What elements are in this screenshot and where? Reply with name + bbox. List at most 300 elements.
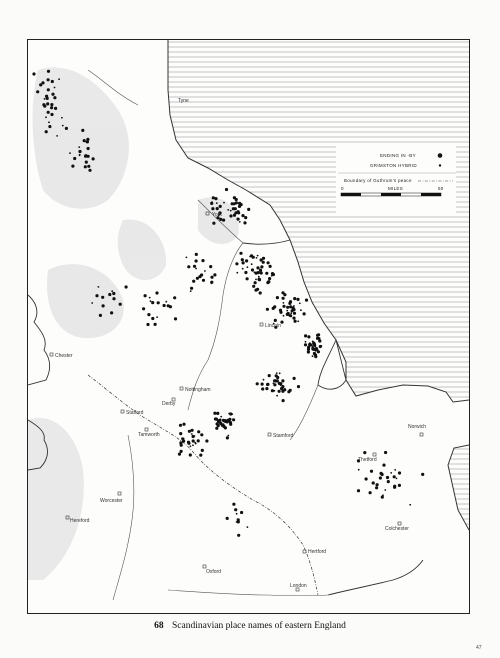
by-place-dot — [384, 451, 387, 454]
london-marker — [290, 583, 307, 591]
by-place-dot — [274, 379, 277, 382]
by-place-dot — [246, 277, 249, 280]
by-place-dot — [252, 256, 255, 259]
by-place-dot — [53, 96, 56, 99]
legend-scale-start: 0 — [341, 186, 344, 191]
grimston-dot — [229, 421, 231, 423]
by-place-dot — [151, 317, 154, 320]
legend-by-label: ENDING IN -BY — [380, 153, 416, 158]
by-place-dot — [189, 453, 192, 456]
by-place-dot — [201, 259, 204, 262]
grimston-dot — [61, 117, 63, 119]
by-place-dot — [85, 161, 88, 164]
east-anglia-coast — [448, 445, 469, 530]
by-place-dot — [192, 439, 195, 442]
by-place-dot — [307, 348, 310, 351]
grimston-dot — [256, 257, 258, 259]
by-place-dot — [199, 454, 202, 457]
norwich-label: Norwich — [408, 424, 427, 430]
by-place-dot — [99, 314, 102, 317]
grimston-dot — [321, 345, 323, 347]
by-place-dot — [180, 450, 183, 453]
grimston-dot — [358, 469, 360, 471]
by-place-dot — [51, 80, 54, 83]
by-place-dot — [278, 390, 281, 393]
grimston-dot — [227, 435, 229, 437]
grimston-dot — [190, 290, 192, 292]
legend-scale-end: 50 — [438, 186, 444, 191]
by-place-dot — [241, 214, 244, 217]
by-place-dot — [235, 262, 238, 265]
by-place-dot — [32, 72, 35, 75]
by-place-dot — [173, 296, 176, 299]
grimston-dot — [165, 301, 167, 303]
by-place-dot — [179, 441, 182, 444]
grimston-dot — [44, 98, 46, 100]
grimston-dot — [230, 210, 232, 212]
grimston-dot — [273, 383, 275, 385]
by-place-dot — [146, 323, 149, 326]
grimston-dot — [78, 146, 80, 148]
by-place-dot — [357, 489, 360, 492]
by-place-dot — [282, 297, 285, 300]
grimston-dot — [220, 416, 222, 418]
grimston-dot — [156, 316, 158, 318]
by-place-dot — [205, 439, 208, 442]
by-place-dot — [210, 276, 213, 279]
grimston-dot — [242, 268, 244, 270]
oxford-marker — [203, 565, 221, 575]
by-place-dot — [292, 317, 295, 320]
figure-number: 68 — [154, 621, 164, 631]
by-place-dot — [192, 280, 195, 283]
by-place-dot — [237, 211, 240, 214]
west-coastline — [28, 295, 50, 385]
by-place-dot — [245, 259, 248, 262]
nottingham-marker — [180, 387, 211, 393]
scale-bar — [341, 193, 441, 196]
by-place-dot — [261, 387, 264, 390]
by-place-dot — [237, 218, 240, 221]
by-place-dot — [382, 464, 385, 467]
grimston-dot — [288, 315, 290, 317]
by-place-dot — [182, 440, 185, 443]
by-place-dot — [280, 321, 283, 324]
by-place-dot — [197, 430, 200, 433]
grimston-dot — [257, 255, 259, 257]
by-place-dot — [370, 470, 373, 473]
by-place-dot — [51, 93, 54, 96]
colchester-marker — [385, 522, 409, 532]
by-place-dot — [200, 433, 203, 436]
by-place-dot — [154, 323, 157, 326]
by-place-dot — [276, 376, 279, 379]
by-place-dot — [279, 311, 282, 314]
by-place-dot — [36, 90, 39, 93]
by-place-dot — [276, 296, 279, 299]
grimston-dot — [280, 384, 282, 386]
legend-by-symbol — [438, 153, 443, 158]
grimston-dot — [283, 315, 285, 317]
derby-marker — [162, 398, 176, 407]
by-place-dot — [47, 70, 50, 73]
by-place-dot — [95, 294, 98, 297]
worcester-label: Worcester — [100, 498, 123, 504]
by-place-dot — [47, 78, 50, 81]
by-place-dot — [201, 449, 204, 452]
by-place-dot — [317, 337, 320, 340]
by-place-dot — [179, 424, 182, 427]
grimston-dot — [54, 87, 56, 89]
thetford-label: Thetford — [358, 457, 377, 463]
grimston-dot — [56, 135, 58, 137]
by-place-dot — [273, 305, 276, 308]
by-place-dot — [254, 281, 257, 284]
by-place-dot — [167, 304, 170, 307]
by-place-dot — [157, 301, 160, 304]
grimston-dot — [150, 300, 152, 302]
by-place-dot — [50, 113, 53, 116]
by-place-dot — [262, 261, 265, 264]
by-place-dot — [316, 334, 319, 337]
by-place-dot — [119, 303, 122, 306]
grimston-dot — [111, 290, 113, 292]
by-place-dot — [219, 205, 222, 208]
grimston-dot — [390, 472, 392, 474]
by-place-dot — [155, 291, 158, 294]
by-place-dot — [144, 294, 147, 297]
by-place-dot — [369, 491, 372, 494]
by-place-dot — [147, 313, 150, 316]
by-place-dot — [303, 312, 306, 315]
by-place-dot — [219, 218, 222, 221]
by-place-dot — [268, 277, 271, 280]
by-place-dot — [92, 157, 95, 160]
by-place-dot — [293, 297, 296, 300]
by-place-dot — [232, 418, 235, 421]
grimston-dot — [190, 445, 192, 447]
by-place-dot — [254, 289, 257, 292]
legend-grimston-label: GRIMSTON HYBRID — [370, 163, 417, 168]
grimston-dot — [192, 444, 194, 446]
by-place-dot — [226, 436, 229, 439]
stamford-marker — [268, 433, 294, 439]
by-place-dot — [191, 429, 194, 432]
by-place-dot — [197, 439, 200, 442]
map-frame — [27, 39, 470, 614]
by-place-dot — [237, 534, 240, 537]
by-place-dot — [258, 278, 261, 281]
by-place-dot — [266, 308, 269, 311]
grimston-dot — [305, 341, 307, 343]
by-place-dot — [282, 399, 285, 402]
by-place-dot — [281, 379, 284, 382]
by-place-dot — [252, 285, 255, 288]
by-place-dot — [304, 334, 307, 337]
by-place-dot — [71, 165, 74, 168]
by-place-dot — [179, 432, 182, 435]
by-place-dot — [269, 265, 272, 268]
by-place-dot — [313, 352, 316, 355]
grimston-dot — [396, 478, 398, 480]
by-place-dot — [257, 271, 260, 274]
by-place-dot — [386, 476, 389, 479]
grimston-dot — [290, 312, 292, 314]
grimston-dot — [224, 421, 226, 423]
by-place-dot — [398, 471, 401, 474]
grimston-dot — [263, 379, 265, 381]
by-place-dot — [229, 214, 232, 217]
grimston-dot — [216, 202, 218, 204]
by-place-dot — [267, 261, 270, 264]
by-place-dot — [293, 377, 296, 380]
by-place-dot — [102, 304, 105, 307]
by-place-dot — [187, 442, 190, 445]
grimston-dot — [194, 442, 196, 444]
grimston-dot — [293, 305, 295, 307]
grimston-dot — [312, 341, 314, 343]
norwich-marker — [408, 424, 426, 436]
grimston-dot — [186, 257, 188, 259]
by-place-dot — [187, 265, 190, 268]
by-place-dot — [393, 485, 396, 488]
by-place-dot — [375, 486, 378, 489]
by-place-dot — [193, 265, 196, 268]
by-place-dot — [87, 165, 90, 168]
grimston-dot — [45, 116, 47, 118]
by-place-dot — [101, 296, 104, 299]
by-place-dot — [50, 106, 53, 109]
by-place-dot — [261, 383, 264, 386]
hereford-marker — [66, 516, 90, 524]
grimston-dot — [223, 202, 225, 204]
by-place-dot — [209, 265, 212, 268]
by-place-dot — [247, 208, 250, 211]
grimston-dot — [245, 217, 247, 219]
by-place-dot — [243, 221, 246, 224]
by-place-dot — [47, 111, 50, 114]
grimston-dot — [211, 283, 213, 285]
by-place-dot — [240, 511, 243, 514]
chester-marker — [50, 353, 73, 359]
by-place-dot — [224, 426, 227, 429]
by-place-dot — [242, 261, 245, 264]
by-place-dot — [365, 477, 368, 480]
grimston-dot — [191, 433, 193, 435]
by-place-dot — [262, 257, 265, 260]
stamford-label: Stamford — [273, 433, 294, 439]
grimston-dot — [266, 387, 268, 389]
by-place-dot — [266, 383, 269, 386]
grimston-dot — [251, 263, 253, 265]
by-place-dot — [379, 476, 382, 479]
by-place-dot — [376, 483, 379, 486]
grimston-dot — [299, 302, 301, 304]
grimston-dot — [236, 521, 238, 523]
by-place-dot — [78, 150, 81, 153]
by-place-dot — [202, 279, 205, 282]
derby-label: Derby — [162, 401, 176, 407]
grimston-dot — [58, 78, 60, 80]
by-place-dot — [233, 202, 236, 205]
by-place-dot — [195, 253, 198, 256]
by-place-dot — [256, 382, 259, 385]
grimston-dot — [231, 413, 233, 415]
tamworth-label: Tamworth — [138, 432, 160, 438]
oxford-label: Oxford — [206, 569, 222, 575]
by-place-dot — [198, 275, 201, 278]
by-place-dot — [213, 273, 216, 276]
grimston-dot — [228, 413, 230, 415]
by-place-dot — [304, 343, 307, 346]
by-place-dot — [241, 258, 244, 261]
grimston-dot — [180, 445, 182, 447]
stafford-label: Stafford — [126, 410, 144, 416]
by-place-dot — [88, 169, 91, 172]
legend-boundary-label: Boundary of Guthrum's peace — [344, 178, 412, 183]
by-place-dot — [108, 293, 111, 296]
by-place-dot — [232, 503, 235, 506]
by-place-dot — [217, 424, 220, 427]
grimston-dot — [276, 372, 278, 374]
by-place-dot — [307, 335, 310, 338]
legend-grimston-symbol — [439, 164, 441, 166]
hertford-label: Hertford — [308, 549, 327, 555]
by-place-dot — [293, 312, 296, 315]
grimston-dot — [297, 320, 299, 322]
grimston-dot — [236, 272, 238, 274]
by-place-dot — [251, 268, 254, 271]
by-place-dot — [190, 287, 193, 290]
by-place-dot — [288, 302, 291, 305]
grimston-dot — [315, 350, 317, 352]
grimston-dot — [195, 268, 197, 270]
grimston-dot — [211, 201, 213, 203]
chester-label: Chester — [55, 353, 73, 359]
by-place-dot — [214, 197, 217, 200]
grimston-dot — [227, 419, 229, 421]
grimston-dot — [85, 141, 87, 143]
grimston-dot — [236, 513, 238, 515]
thames-estuary — [328, 560, 423, 595]
by-place-dot — [65, 127, 68, 130]
by-place-dot — [215, 418, 218, 421]
by-place-dot — [259, 291, 262, 294]
grimston-dot — [286, 310, 288, 312]
by-place-dot — [297, 385, 300, 388]
york-label: York — [212, 212, 222, 218]
lincoln-marker — [260, 323, 281, 329]
the-wash — [318, 340, 346, 389]
by-place-dot — [163, 304, 166, 307]
by-place-dot — [317, 350, 320, 353]
humber-estuary — [243, 240, 290, 244]
by-place-dot — [372, 481, 375, 484]
by-place-dot — [213, 412, 216, 415]
by-place-dot — [289, 389, 292, 392]
by-place-dot — [239, 252, 242, 255]
grimston-dot — [235, 208, 237, 210]
by-place-dot — [221, 424, 224, 427]
by-place-dot — [73, 157, 76, 160]
grimston-dot — [384, 489, 386, 491]
by-place-dot — [41, 81, 44, 84]
london-label: London — [290, 583, 307, 589]
by-place-dot — [260, 271, 263, 274]
by-place-dot — [381, 473, 384, 476]
legend — [336, 145, 456, 213]
grimston-dot — [274, 390, 276, 392]
map-canvas — [28, 40, 469, 613]
by-place-dot — [387, 480, 390, 483]
by-place-dot — [398, 484, 401, 487]
by-place-dot — [112, 292, 115, 295]
by-place-dot — [48, 125, 51, 128]
grimston-dot — [247, 526, 249, 528]
by-place-dot — [421, 473, 424, 476]
by-place-dot — [45, 130, 48, 133]
by-place-dot — [226, 517, 229, 520]
grimston-dot — [276, 395, 278, 397]
by-place-dot — [110, 311, 113, 314]
figure-title: Scandinavian place names of eastern England — [172, 621, 346, 631]
by-place-dot — [259, 269, 262, 272]
grimston-dot — [234, 213, 236, 215]
by-place-dot — [294, 320, 297, 323]
grimston-dot — [239, 221, 241, 223]
by-place-dot — [125, 285, 128, 288]
grimston-dot — [249, 256, 251, 258]
by-place-dot — [142, 307, 145, 310]
by-place-dot — [45, 95, 48, 98]
grimston-dot — [247, 266, 249, 268]
by-place-dot — [268, 374, 271, 377]
hereford-label: Hereford — [70, 518, 90, 524]
north-sea-hatching-south — [28, 444, 469, 529]
by-place-dot — [195, 259, 198, 262]
thetford-marker — [358, 453, 377, 463]
by-place-dot — [46, 102, 49, 105]
by-place-dot — [296, 298, 299, 301]
grimston-dot — [300, 309, 302, 311]
by-place-dot — [256, 266, 259, 269]
by-place-dot — [174, 317, 177, 320]
by-place-dot — [178, 453, 181, 456]
grimston-dot — [79, 154, 81, 156]
grimston-dot — [194, 435, 196, 437]
by-place-dot — [151, 301, 154, 304]
grimston-dot — [239, 204, 241, 206]
grimston-dot — [227, 209, 229, 211]
by-place-dot — [235, 198, 238, 201]
grimston-dot — [312, 345, 314, 347]
by-place-dot — [182, 423, 185, 426]
grimston-dot — [394, 469, 396, 471]
grimston-dot — [254, 271, 256, 273]
grimston-dot — [114, 298, 116, 300]
by-place-dot — [244, 271, 247, 274]
by-place-dot — [286, 306, 289, 309]
by-place-dot — [234, 508, 237, 511]
guthrum-boundary — [88, 375, 318, 595]
grimston-dot — [204, 270, 206, 272]
by-place-dot — [54, 107, 57, 110]
grimston-dot — [382, 494, 384, 496]
by-place-dot — [212, 222, 215, 225]
by-place-dot — [81, 129, 84, 132]
by-place-dot — [289, 305, 292, 308]
tyne-label: Tyne — [178, 98, 189, 104]
